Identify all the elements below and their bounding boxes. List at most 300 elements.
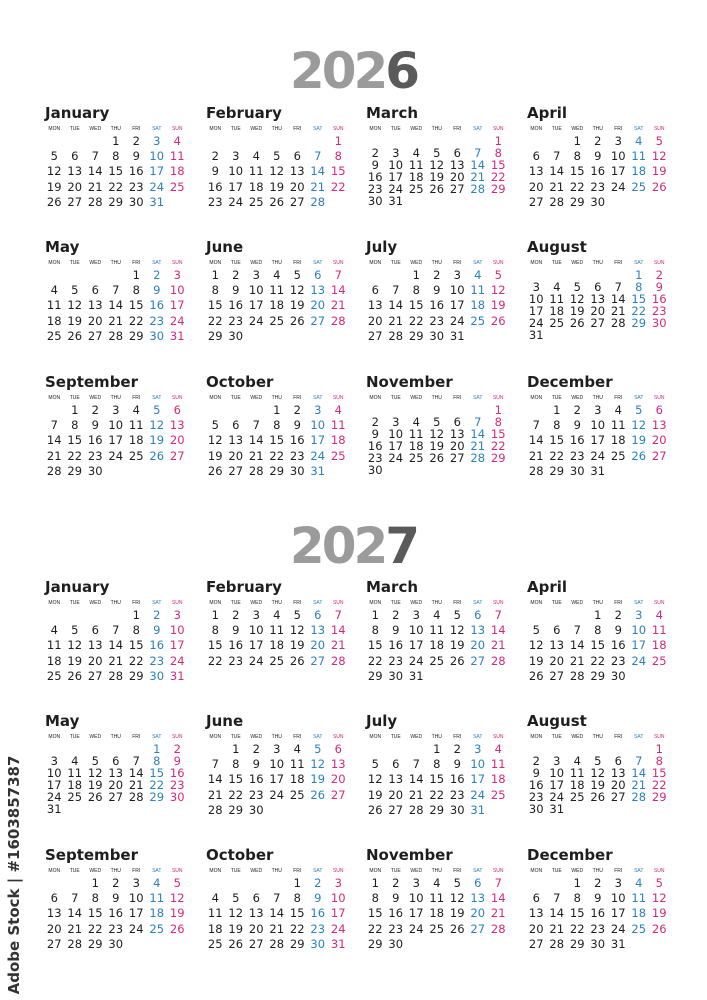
day-cell: 9: [211, 164, 219, 179]
weekday-label: SUN: [171, 126, 183, 132]
day-cell: 1: [371, 608, 379, 622]
weekday-label: MON: [530, 868, 543, 874]
day-cell: 30: [248, 802, 264, 817]
day-cell: 28: [569, 668, 585, 683]
empty-day-cell: [547, 608, 568, 623]
weekday-label: SUN: [653, 395, 665, 401]
empty-day-cell: [427, 463, 448, 475]
empty-day-cell: [267, 329, 288, 344]
day-cell: 10: [408, 623, 424, 638]
empty-day-cell: [65, 268, 86, 283]
day-cell: 10: [528, 292, 544, 306]
day-cell: 17: [449, 298, 465, 313]
day-cell: 10: [388, 427, 404, 441]
day-cell: 1: [412, 268, 420, 282]
day-cell: 20: [228, 448, 244, 463]
day-cell: 17: [388, 439, 404, 453]
empty-day-cell: [65, 608, 86, 623]
weekday-label: FRI: [293, 868, 302, 874]
weekday-label: SAT: [152, 868, 162, 874]
day-cell: 30: [569, 463, 585, 478]
week-row: [205, 134, 355, 149]
day-cell: 20: [87, 653, 103, 668]
day-cell: 22: [549, 448, 565, 463]
day-cell: 11: [169, 149, 185, 164]
day-cell: 24: [388, 182, 404, 196]
month-march: [365, 578, 515, 684]
year-heading-2027: [0, 517, 707, 575]
weekday-label: SAT: [473, 126, 483, 132]
week-row: [365, 463, 515, 475]
weekday-label: TUE: [390, 126, 401, 132]
day-cell: 23: [248, 787, 264, 802]
weekday-label: FRI: [293, 126, 302, 132]
day-cell: 30: [449, 802, 465, 817]
empty-day-cell: [167, 802, 188, 814]
month-name: July: [366, 238, 398, 256]
day-cell: 2: [112, 876, 120, 890]
weekday-label: WED: [89, 126, 102, 132]
day-cell: 7: [132, 754, 140, 768]
day-cell: 2: [371, 146, 379, 160]
day-cell: 28: [310, 194, 326, 209]
empty-day-cell: [468, 134, 489, 146]
weekday-label: SAT: [313, 260, 323, 266]
weekday-label: SAT: [152, 395, 162, 401]
empty-day-cell: [106, 608, 127, 623]
day-cell: 11: [569, 766, 585, 780]
day-cell: 27: [67, 194, 83, 209]
day-cell: 16: [651, 292, 667, 306]
week-row: [205, 403, 355, 418]
empty-day-cell: [629, 742, 650, 754]
day-cell: 22: [490, 170, 506, 184]
month-name: January: [45, 578, 110, 596]
day-cell: 11: [470, 283, 486, 298]
day-cell: 31: [149, 194, 165, 209]
weekday-label: FRI: [453, 734, 462, 740]
empty-day-cell: [386, 463, 407, 475]
weekday-label: MON: [209, 126, 222, 132]
day-cell: 5: [494, 268, 502, 282]
day-cell: 25: [569, 790, 585, 804]
day-cell: 4: [71, 754, 79, 768]
day-cell: 16: [310, 906, 326, 921]
weekday-label: TUE: [551, 395, 562, 401]
empty-day-cell: [365, 134, 386, 146]
weekday-label: SUN: [171, 600, 183, 606]
week-row: [365, 757, 515, 772]
day-cell: 4: [273, 268, 281, 282]
day-cell: 6: [91, 283, 99, 298]
week-row: [44, 464, 194, 479]
empty-day-cell: [126, 937, 147, 952]
day-cell: 21: [310, 179, 326, 194]
day-cell: 29: [207, 328, 223, 343]
day-cell: 10: [169, 283, 185, 298]
month-november: [365, 846, 515, 952]
day-cell: 26: [310, 787, 326, 802]
weekday-header: [365, 598, 515, 608]
day-cell: 3: [392, 415, 400, 429]
day-cell: 21: [108, 653, 124, 668]
weekday-header: [365, 124, 515, 134]
empty-day-cell: [406, 134, 427, 146]
weekday-label: MON: [48, 734, 61, 740]
week-row: [205, 876, 355, 891]
week-row: [205, 772, 355, 787]
empty-day-cell: [588, 802, 609, 814]
weekday-header: [205, 258, 355, 268]
weekday-label: THU: [592, 260, 603, 266]
day-cell: 26: [528, 668, 544, 683]
day-cell: 25: [490, 787, 506, 802]
day-cell: 2: [314, 876, 322, 890]
day-cell: 23: [528, 790, 544, 804]
weekday-label: SAT: [152, 126, 162, 132]
day-cell: 8: [433, 757, 441, 772]
empty-day-cell: [85, 608, 106, 623]
empty-day-cell: [488, 937, 509, 952]
week-row: [526, 268, 676, 280]
day-cell: 2: [132, 134, 140, 148]
weekday-header: [526, 393, 676, 403]
day-cell: 7: [112, 623, 120, 638]
weekday-label: MON: [209, 868, 222, 874]
day-cell: 12: [67, 298, 83, 313]
day-cell: 13: [470, 891, 486, 906]
day-cell: 7: [112, 283, 120, 298]
empty-day-cell: [526, 134, 547, 149]
year-digits-lead: 202: [289, 42, 386, 100]
day-cell: 25: [67, 790, 83, 804]
day-cell: 25: [169, 179, 185, 194]
weekday-label: THU: [271, 126, 282, 132]
day-cell: 15: [367, 638, 383, 653]
day-cell: 27: [590, 316, 606, 330]
day-cell: 10: [610, 149, 626, 164]
day-cell: 27: [470, 653, 486, 668]
day-cell: 19: [449, 638, 465, 653]
day-cell: 9: [453, 757, 461, 772]
weekday-header: [205, 866, 355, 876]
day-cell: 7: [532, 418, 540, 433]
day-cell: 16: [228, 298, 244, 313]
week-row: [44, 298, 194, 313]
weekday-header: [365, 732, 515, 742]
weekday-label: MON: [209, 600, 222, 606]
day-cell: 1: [112, 134, 120, 148]
day-cell: 25: [128, 448, 144, 463]
day-cell: 16: [149, 638, 165, 653]
day-cell: 29: [128, 668, 144, 683]
day-cell: 7: [71, 891, 79, 906]
weekday-label: FRI: [614, 868, 623, 874]
day-cell: 6: [71, 149, 79, 164]
day-cell: 30: [388, 936, 404, 951]
week-row: [205, 937, 355, 952]
day-cell: 28: [207, 802, 223, 817]
day-cell: 19: [67, 313, 83, 328]
month-january: [44, 578, 194, 684]
day-cell: 30: [367, 194, 383, 208]
week-row: [205, 449, 355, 464]
day-cell: 8: [371, 891, 379, 906]
weekday-label: MON: [48, 126, 61, 132]
day-cell: 15: [108, 164, 124, 179]
week-row: [526, 280, 676, 292]
weekday-header: [365, 258, 515, 268]
day-cell: 3: [474, 742, 482, 756]
day-cell: 22: [367, 653, 383, 668]
weekday-label: WED: [250, 260, 263, 266]
day-cell: 6: [293, 149, 301, 164]
weekday-label: THU: [271, 395, 282, 401]
day-cell: 27: [449, 182, 465, 196]
day-cell: 8: [494, 146, 502, 160]
day-cell: 29: [590, 668, 606, 683]
weekday-header: [526, 598, 676, 608]
day-cell: 11: [429, 891, 445, 906]
day-cell: 2: [211, 149, 219, 164]
month-name: April: [527, 104, 568, 122]
day-cell: 10: [269, 757, 285, 772]
day-cell: 5: [50, 149, 58, 164]
week-row: [205, 298, 355, 313]
weekday-label: SUN: [492, 734, 504, 740]
day-cell: 14: [46, 433, 62, 448]
day-cell: 15: [549, 433, 565, 448]
weekday-header: [526, 732, 676, 742]
day-cell: 30: [610, 668, 626, 683]
day-cell: 24: [108, 448, 124, 463]
empty-day-cell: [287, 134, 308, 149]
day-cell: 1: [132, 268, 140, 282]
week-row: [365, 329, 515, 344]
day-cell: 13: [528, 906, 544, 921]
day-cell: 17: [590, 433, 606, 448]
day-cell: 8: [573, 149, 581, 164]
week-row: [365, 742, 515, 757]
empty-day-cell: [308, 134, 329, 149]
day-cell: 16: [207, 179, 223, 194]
day-cell: 17: [108, 433, 124, 448]
day-cell: 28: [490, 921, 506, 936]
day-cell: 26: [429, 182, 445, 196]
day-cell: 13: [330, 757, 346, 772]
day-cell: 4: [655, 608, 663, 622]
day-cell: 18: [631, 164, 647, 179]
weekday-label: SUN: [171, 868, 183, 874]
day-cell: 9: [232, 623, 240, 638]
day-cell: 11: [67, 766, 83, 780]
empty-day-cell: [147, 464, 168, 479]
empty-day-cell: [65, 802, 86, 814]
empty-day-cell: [468, 937, 489, 952]
day-cell: 7: [474, 415, 482, 429]
week-row: [44, 314, 194, 329]
day-cell: 22: [408, 313, 424, 328]
day-cell: 27: [228, 463, 244, 478]
day-cell: 8: [132, 623, 140, 638]
day-cell: 17: [470, 772, 486, 787]
weekday-label: FRI: [614, 600, 623, 606]
day-cell: 24: [169, 313, 185, 328]
week-row: [205, 922, 355, 937]
day-cell: 19: [590, 778, 606, 792]
day-cell: 13: [87, 298, 103, 313]
day-cell: 9: [232, 283, 240, 298]
week-row: [44, 608, 194, 623]
day-cell: 5: [655, 134, 663, 148]
day-cell: 23: [367, 182, 383, 196]
weekday-header: [44, 124, 194, 134]
day-cell: 30: [528, 802, 544, 816]
day-cell: 24: [248, 313, 264, 328]
day-cell: 3: [50, 754, 58, 768]
empty-day-cell: [468, 669, 489, 684]
weekday-label: SUN: [653, 734, 665, 740]
day-cell: 13: [470, 623, 486, 638]
empty-day-cell: [308, 803, 329, 818]
day-cell: 18: [651, 638, 667, 653]
day-cell: 14: [549, 164, 565, 179]
day-cell: 9: [532, 766, 540, 780]
day-cell: 29: [569, 936, 585, 951]
day-cell: 7: [211, 757, 219, 772]
empty-day-cell: [386, 403, 407, 415]
day-cell: 18: [429, 906, 445, 921]
empty-day-cell: [246, 329, 267, 344]
weekday-label: SAT: [634, 126, 644, 132]
day-cell: 19: [490, 298, 506, 313]
day-cell: 13: [388, 772, 404, 787]
day-cell: 13: [449, 427, 465, 441]
day-cell: 9: [153, 623, 161, 638]
day-cell: 19: [269, 179, 285, 194]
day-cell: 7: [334, 608, 342, 622]
day-cell: 23: [108, 921, 124, 936]
day-cell: 31: [169, 328, 185, 343]
day-cell: 5: [211, 418, 219, 433]
day-cell: 18: [269, 298, 285, 313]
day-cell: 10: [228, 164, 244, 179]
day-cell: 31: [408, 668, 424, 683]
day-cell: 17: [408, 638, 424, 653]
day-cell: 3: [412, 876, 420, 890]
day-cell: 1: [553, 403, 561, 417]
day-cell: 4: [252, 149, 260, 164]
day-cell: 19: [651, 906, 667, 921]
day-cell: 2: [293, 403, 301, 417]
weekday-label: SUN: [653, 868, 665, 874]
weekday-label: SUN: [492, 868, 504, 874]
day-cell: 13: [590, 292, 606, 306]
day-cell: 15: [67, 433, 83, 448]
day-cell: 12: [67, 638, 83, 653]
month-october: [205, 846, 355, 952]
day-cell: 2: [655, 268, 663, 282]
day-cell: 28: [108, 328, 124, 343]
weekday-label: THU: [431, 260, 442, 266]
day-cell: 6: [474, 608, 482, 622]
day-cell: 11: [248, 164, 264, 179]
day-cell: 9: [573, 418, 581, 433]
day-cell: 23: [228, 313, 244, 328]
day-cell: 26: [590, 790, 606, 804]
week-row: [44, 164, 194, 179]
day-cell: 28: [470, 451, 486, 465]
day-cell: 24: [228, 194, 244, 209]
weekday-label: SAT: [313, 600, 323, 606]
week-row: [205, 788, 355, 803]
weekday-label: WED: [410, 868, 423, 874]
day-cell: 12: [269, 164, 285, 179]
empty-day-cell: [447, 937, 468, 952]
day-cell: 11: [631, 149, 647, 164]
week-row: [365, 415, 515, 427]
day-cell: 11: [490, 757, 506, 772]
empty-day-cell: [488, 329, 509, 344]
day-cell: 20: [651, 433, 667, 448]
day-cell: 12: [310, 757, 326, 772]
day-cell: 6: [334, 742, 342, 756]
weekday-label: MON: [369, 260, 382, 266]
day-cell: 25: [330, 448, 346, 463]
day-cell: 3: [412, 608, 420, 622]
weekday-label: THU: [110, 395, 121, 401]
day-cell: 25: [631, 179, 647, 194]
month-name: September: [45, 846, 138, 864]
month-name: February: [206, 104, 282, 122]
weekday-label: WED: [571, 600, 584, 606]
week-row: [365, 669, 515, 684]
day-cell: 16: [610, 638, 626, 653]
empty-day-cell: [287, 803, 308, 818]
day-cell: 4: [50, 283, 58, 298]
day-cell: 9: [132, 149, 140, 164]
weekday-label: TUE: [390, 600, 401, 606]
day-cell: 22: [569, 179, 585, 194]
empty-day-cell: [147, 802, 168, 814]
empty-day-cell: [267, 803, 288, 818]
day-cell: 3: [153, 134, 161, 148]
weekday-label: SAT: [313, 734, 323, 740]
day-cell: 20: [289, 179, 305, 194]
weekday-header: [365, 866, 515, 876]
day-cell: 6: [532, 149, 540, 164]
empty-day-cell: [649, 464, 670, 479]
day-cell: 9: [433, 283, 441, 298]
empty-day-cell: [588, 268, 609, 280]
day-cell: 16: [449, 772, 465, 787]
day-cell: 27: [470, 921, 486, 936]
week-row: [365, 194, 515, 206]
day-cell: 2: [252, 742, 260, 756]
day-cell: 30: [289, 463, 305, 478]
week-row: [365, 158, 515, 170]
empty-day-cell: [406, 403, 427, 415]
weekday-label: WED: [250, 734, 263, 740]
day-cell: 9: [293, 418, 301, 433]
weekday-header: [365, 393, 515, 403]
day-cell: 16: [128, 164, 144, 179]
stock-watermark-id: Adobe Stock | #1603857387: [5, 755, 23, 995]
week-row: [205, 329, 355, 344]
weekday-label: THU: [592, 126, 603, 132]
day-cell: 19: [87, 778, 103, 792]
day-cell: 28: [528, 463, 544, 478]
